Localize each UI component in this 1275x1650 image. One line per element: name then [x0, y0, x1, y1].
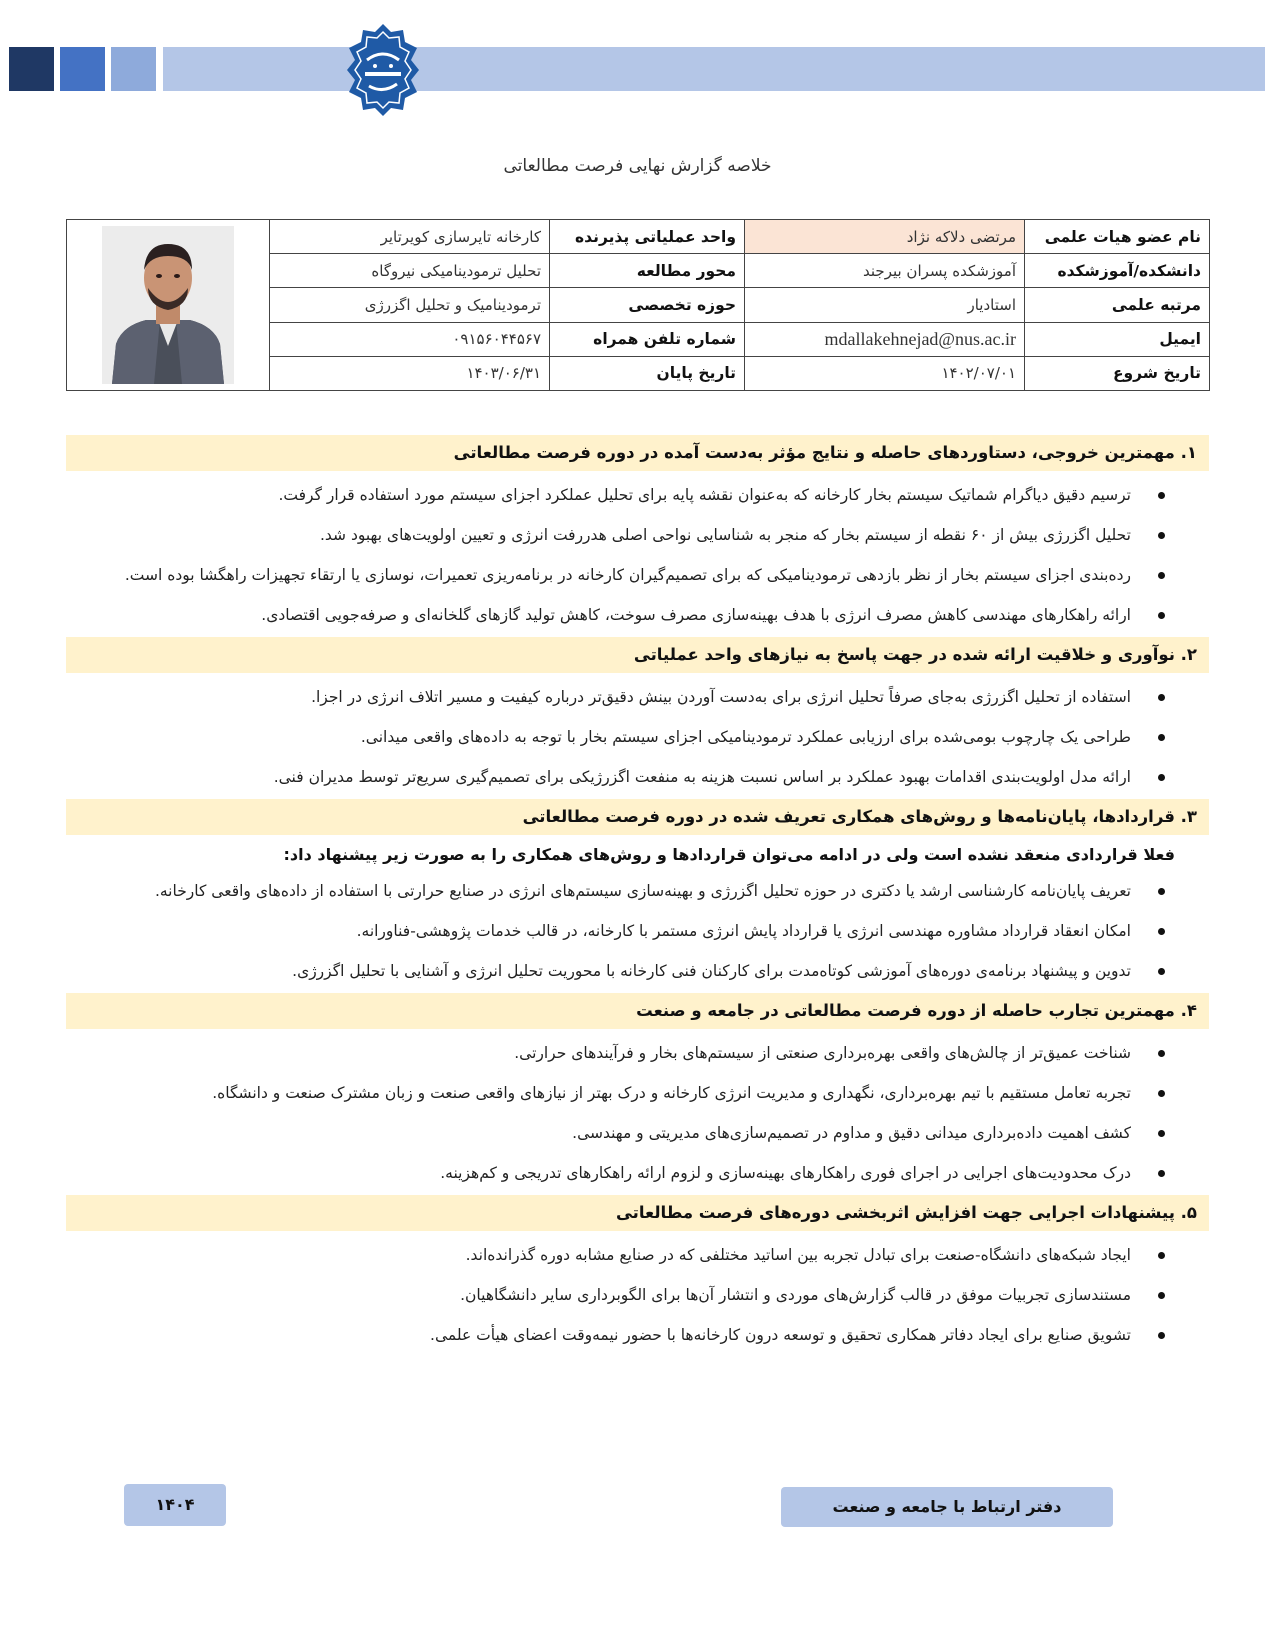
bullet-icon [1158, 694, 1165, 701]
list-item: امکان انعقاد قرارداد مشاوره مهندسی انرژی یا قرارداد پایش انرژی مستمر با کارخانه، در قالب خدمات پژوهشی-فناورانه. [66, 913, 1209, 949]
faculty-info-table [66, 219, 1210, 391]
list-item: مستندسازی تجربیات موفق در قالب گزارش‌های موردی و انتشار آن‌ها برای الگوبرداری سایر دانشگاهیان. [66, 1277, 1209, 1313]
rank-label: مرتبه علمی [1025, 288, 1210, 322]
bullet-icon [1158, 734, 1165, 741]
section-3-list [66, 873, 1209, 989]
name-label: نام عضو هیات علمی [1025, 220, 1210, 254]
bullet-icon [1158, 1050, 1165, 1057]
faculty-label: دانشکده/آموزشکده [1025, 254, 1210, 288]
end-date-value: ۱۴۰۳/۰۶/۳۱ [270, 356, 550, 390]
list-item: تعریف پایان‌نامه کارشناسی ارشد یا دکتری در حوزه تحلیل اگزرژی و بهینه‌سازی سیستم‌های انرژی در صنایع حرارتی با استفاده از داده‌های واقعی کارخانه. [66, 873, 1209, 909]
phone-label: شماره تلفن همراه [550, 322, 745, 356]
bullet-icon [1158, 1332, 1165, 1339]
bullet-icon [1158, 492, 1165, 499]
bullet-icon [1158, 928, 1165, 935]
list-item: استفاده از تحلیل اگزرژی به‌جای صرفاً تحلیل انرژی برای به‌دست آوردن بینش دقیق‌تر درباره کیفیت و مسیر اتلاف انرژی در اجزا. [66, 679, 1209, 715]
bullet-icon [1158, 1252, 1165, 1259]
list-item: درک محدودیت‌های اجرایی در اجرای فوری راهکارهای بهینه‌سازی و لزوم ارائه راهکارهای تدریجی و کم‌هزینه. [66, 1155, 1209, 1191]
list-item: تشویق صنایع برای ایجاد دفاتر همکاری تحقیق و توسعه درون کارخانه‌ها با حضور نیمه‌وقت اعضای هیأت علمی. [66, 1317, 1209, 1353]
section-1-heading: ۱. مهمترین خروجی، دستاوردهای حاصله و نتایج مؤثر به‌دست آمده در دوره فرصت مطالعاتی [66, 435, 1209, 471]
footer-year: ۱۴۰۴ [124, 1484, 226, 1526]
axis-label: محور مطالعه [550, 254, 745, 288]
rank-value: استادیار [745, 288, 1025, 322]
section-1-list [66, 477, 1209, 633]
section-2-list [66, 679, 1209, 795]
bullet-icon [1158, 774, 1165, 781]
start-date-value: ۱۴۰۲/۰۷/۰۱ [745, 356, 1025, 390]
list-item: ارائه مدل اولویت‌بندی اقدامات بهبود عملکرد بر اساس نسبت هزینه به منفعت اگزرژیکی برای تصمیم‌گیری سریع‌تر توسط مدیران فنی. [66, 759, 1209, 795]
list-item: کشف اهمیت داده‌برداری میدانی دقیق و مداوم در تصمیم‌سازی‌های مدیریتی و مهندسی. [66, 1115, 1209, 1151]
header-bar [163, 47, 1265, 91]
faculty-value: آموزشکده پسران بیرجند [745, 254, 1025, 288]
list-item: ایجاد شبکه‌های دانشگاه-صنعت برای تبادل تجربه بین اساتید مختلفی که در صنایع مشابه دوره گذرانده‌اند. [66, 1237, 1209, 1273]
phone-value: ۰۹۱۵۶۰۴۴۵۶۷ [270, 322, 550, 356]
email-value[interactable] [745, 322, 1025, 356]
name-value: مرتضی دلاکه نژاد [745, 220, 1025, 254]
section-4-list [66, 1035, 1209, 1191]
bullet-icon [1158, 968, 1165, 975]
section-2-heading: ۲. نوآوری و خلاقیت ارائه شده در جهت پاسخ به نیازهای واحد عملیاتی [66, 637, 1209, 673]
header-square-medium [60, 47, 105, 91]
bullet-icon [1158, 1292, 1165, 1299]
section-5-heading: ۵. پیشنهادات اجرایی جهت افزایش اثربخشی دوره‌های فرصت مطالعاتی [66, 1195, 1209, 1231]
bullet-icon [1158, 1130, 1165, 1137]
list-item: تجربه تعامل مستقیم با تیم بهره‌برداری، نگهداری و مدیریت انرژی کارخانه و درک بهتر از نیازهای واقعی صنعت و زبان مشترک صنعت و دانشگاه. [66, 1075, 1209, 1111]
bullet-icon [1158, 612, 1165, 619]
section-3-subtitle: فعلا قراردادی منعقد نشده است ولی در ادامه می‌توان قراردادها و روش‌های همکاری را به صورت زیر پیشنهاد داد: [283, 845, 1175, 864]
field-value: ترمودینامیک و تحلیل اگزرژی [270, 288, 550, 322]
list-item: طراحی یک چارچوب بومی‌شده برای ارزیابی عملکرد ترمودینامیکی اجزای سیستم بخار با توجه به داده‌های واقعی میدانی. [66, 719, 1209, 755]
start-date-label: تاریخ شروع [1025, 356, 1210, 390]
field-label: حوزه تخصصی [550, 288, 745, 322]
profile-photo [102, 226, 234, 384]
section-5-list [66, 1237, 1209, 1353]
section-4-heading: ۴. مهمترین تجارب حاصله از دوره فرصت مطالعاتی در جامعه و صنعت [66, 993, 1209, 1029]
header-square-light [111, 47, 156, 91]
profile-photo-cell [67, 220, 270, 391]
document-title: خلاصه گزارش نهایی فرصت مطالعاتی [503, 156, 772, 176]
bullet-icon [1158, 532, 1165, 539]
unit-label: واحد عملیاتی پذیرنده [550, 220, 745, 254]
section-3-heading: ۳. قراردادها، پایان‌نامه‌ها و روش‌های همکاری تعریف شده در دوره فرصت مطالعاتی [66, 799, 1209, 835]
end-date-label: تاریخ پایان [550, 356, 745, 390]
email-label: ایمیل [1025, 322, 1210, 356]
university-logo [345, 22, 421, 118]
list-item: ترسیم دقیق دیاگرام شماتیک سیستم بخار کارخانه که به‌عنوان نقشه پایه برای تحلیل عملکرد اجزای سیستم مورد استفاده قرار گرفت. [66, 477, 1209, 513]
axis-value: تحلیل ترمودینامیکی نیروگاه [270, 254, 550, 288]
unit-value: کارخانه تایرسازی کویرتایر [270, 220, 550, 254]
header-square-dark [9, 47, 54, 91]
list-item: رده‌بندی اجزای سیستم بخار از نظر بازدهی ترمودینامیکی که برای تصمیم‌گیران کارخانه در برنامه‌ریزی تعمیرات، نوسازی یا ارتقاء تجهیزات راهگشا بوده است. [66, 557, 1209, 593]
email-link[interactable]: mdallakehnejad@nus.ac.ir [824, 328, 1016, 349]
bullet-icon [1158, 1170, 1165, 1177]
list-item: ارائه راهکارهای مهندسی کاهش مصرف انرژی با هدف بهینه‌سازی مصرف سوخت، کاهش تولید گازهای گلخانه‌ای و صرفه‌جویی اقتصادی. [66, 597, 1209, 633]
list-item: تحلیل اگزرژی بیش از ۶۰ نقطه از سیستم بخار که منجر به شناسایی نواحی اصلی هدررفت انرژی و تعیین اولویت‌های بهبود شد. [66, 517, 1209, 553]
report-sections [66, 433, 1209, 1357]
bullet-icon [1158, 572, 1165, 579]
footer-office: دفتر ارتباط با جامعه و صنعت [781, 1487, 1113, 1527]
bullet-icon [1158, 888, 1165, 895]
bullet-icon [1158, 1090, 1165, 1097]
list-item: تدوین و پیشنهاد برنامه‌ی دوره‌های آموزشی کوتاه‌مدت برای کارکنان فنی کارخانه با محوریت تحلیل انرژی و آشنایی با تحلیل اگزرژی. [66, 953, 1209, 989]
list-item: شناخت عمیق‌تر از چالش‌های واقعی بهره‌برداری صنعتی از سیستم‌های بخار و فرآیندهای حرارتی. [66, 1035, 1209, 1071]
